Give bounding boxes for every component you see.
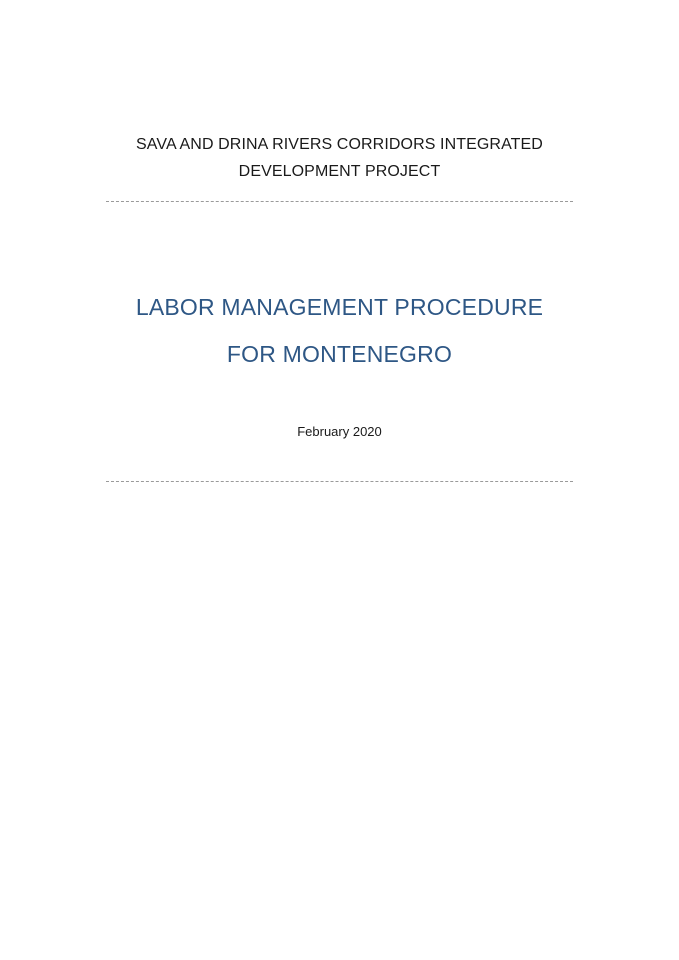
project-title-line-2: DEVELOPMENT PROJECT	[238, 163, 441, 180]
bottom-divider	[106, 481, 573, 482]
top-divider	[106, 201, 573, 202]
document-title-line-1: LABOR MANAGEMENT PROCEDURE	[135, 294, 544, 320]
document-title-line-2: FOR MONTENEGRO	[226, 341, 453, 367]
project-title-line-1: SAVA AND DRINA RIVERS CORRIDORS INTEGRATED	[136, 136, 543, 153]
document-title	[0, 284, 679, 378]
document-date: February 2020	[297, 424, 382, 439]
project-title	[0, 131, 679, 185]
